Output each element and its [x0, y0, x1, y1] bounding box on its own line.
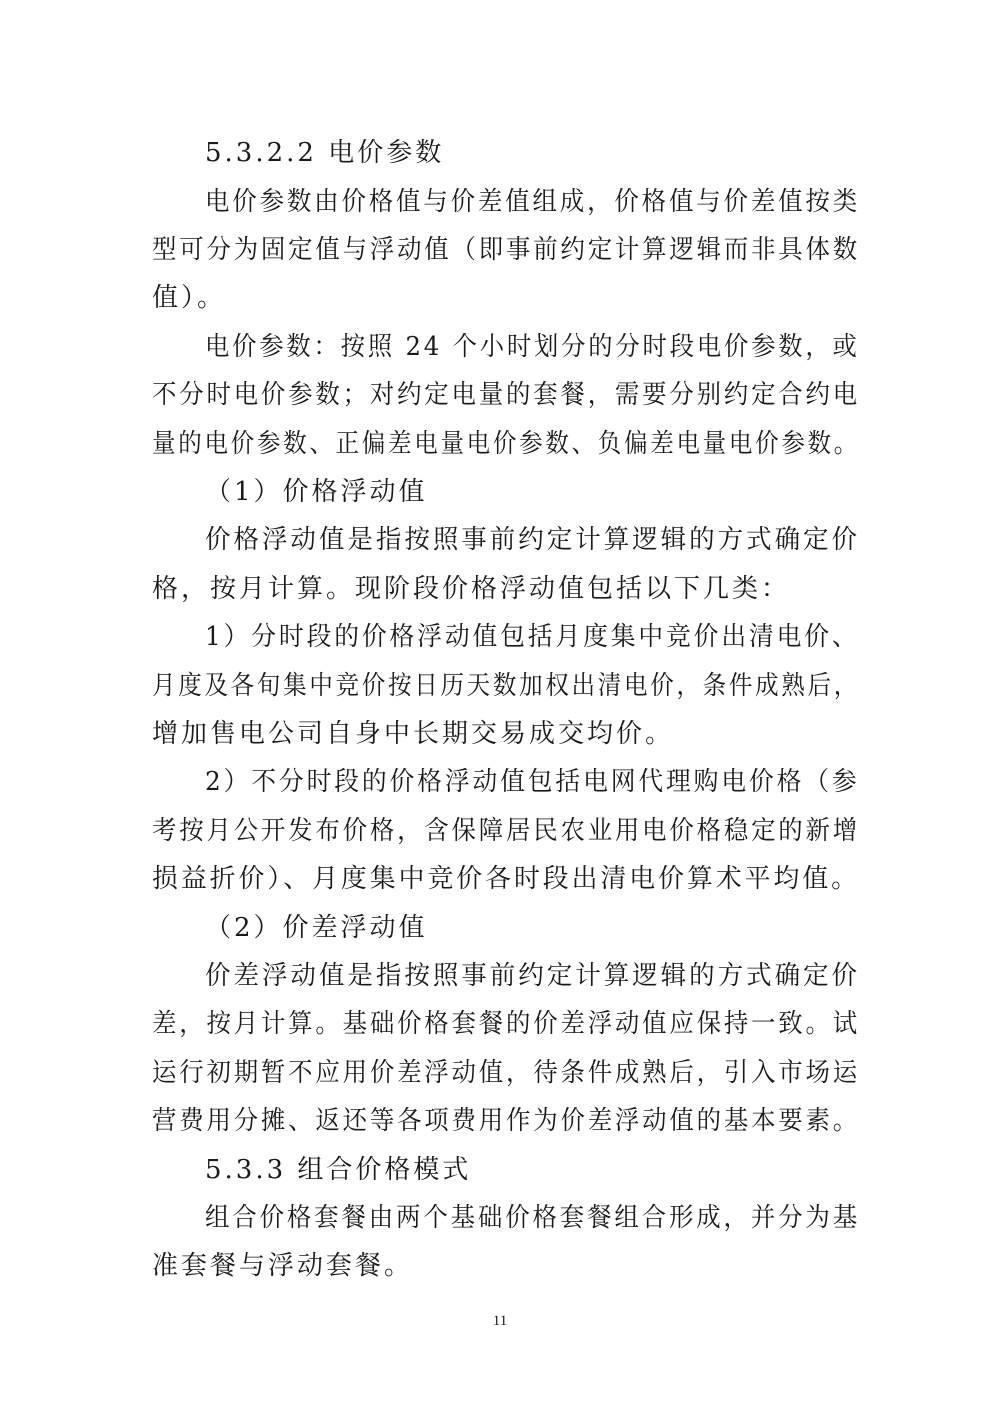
- paragraph-line: 1）分时段的价格浮动值包括月度集中竞价出清电价、: [205, 622, 860, 652]
- paragraph-line: 月度及各旬集中竞价按日历天数加权出清电价，条件成熟后，: [152, 671, 861, 701]
- paragraph-line: 格，按月计算。现阶段价格浮动值包括以下几类：: [152, 574, 791, 604]
- paragraph-line: 营费用分摊、返还等各项费用作为价差浮动值的基本要素。: [152, 1106, 861, 1136]
- paragraph-line: 型可分为固定值与浮动值（即事前约定计算逻辑而非具体数: [152, 235, 861, 265]
- paragraph-line: 电价参数由价格值与价差值组成，价格值与价差值按类: [205, 187, 861, 217]
- section-heading-5-3-2-2: 5.3.2.2 电价参数: [205, 138, 445, 168]
- paragraph-line: 2）不分时段的价格浮动值包括电网代理购电价格（参: [205, 767, 860, 797]
- subheading-spread-float: （2）价差浮动值: [205, 913, 428, 943]
- paragraph-line: 增加售电公司自身中长期交易成交均价。: [152, 719, 675, 749]
- paragraph-line: 运行初期暂不应用价差浮动值，待条件成熟后，引入市场运: [152, 1058, 861, 1088]
- paragraph-line: 量的电价参数、正偏差电量电价参数、负偏差电量电价参数。: [152, 429, 861, 459]
- subheading-price-float: （1）价格浮动值: [205, 477, 428, 507]
- paragraph-line: 不分时电价参数；对约定电量的套餐，需要分别约定合约电: [152, 380, 861, 410]
- paragraph-line: 准套餐与浮动套餐。: [152, 1251, 414, 1281]
- paragraph-line: 损益折价）、月度集中竞价各时段出清电价算术平均值。: [152, 864, 861, 894]
- paragraph-line: 价差浮动值是指按照事前约定计算逻辑的方式确定价: [205, 961, 861, 991]
- section-heading-5-3-3: 5.3.3 组合价格模式: [205, 1155, 472, 1185]
- paragraph-line: 价格浮动值是指按照事前约定计算逻辑的方式确定价: [205, 525, 861, 555]
- paragraph-line: 组合价格套餐由两个基础价格套餐组合形成，并分为基: [205, 1203, 861, 1233]
- page-number: 11: [492, 1313, 508, 1329]
- paragraph-line: 电价参数：按照 24 个小时划分的分时段电价参数，或: [205, 332, 860, 362]
- paragraph-line: 差，按月计算。基础价格套餐的价差浮动值应保持一致。试: [152, 1009, 861, 1039]
- paragraph-line: 考按月公开发布价格，含保障居民农业用电价格稳定的新增: [152, 816, 861, 846]
- paragraph-line: 值）。: [152, 283, 227, 313]
